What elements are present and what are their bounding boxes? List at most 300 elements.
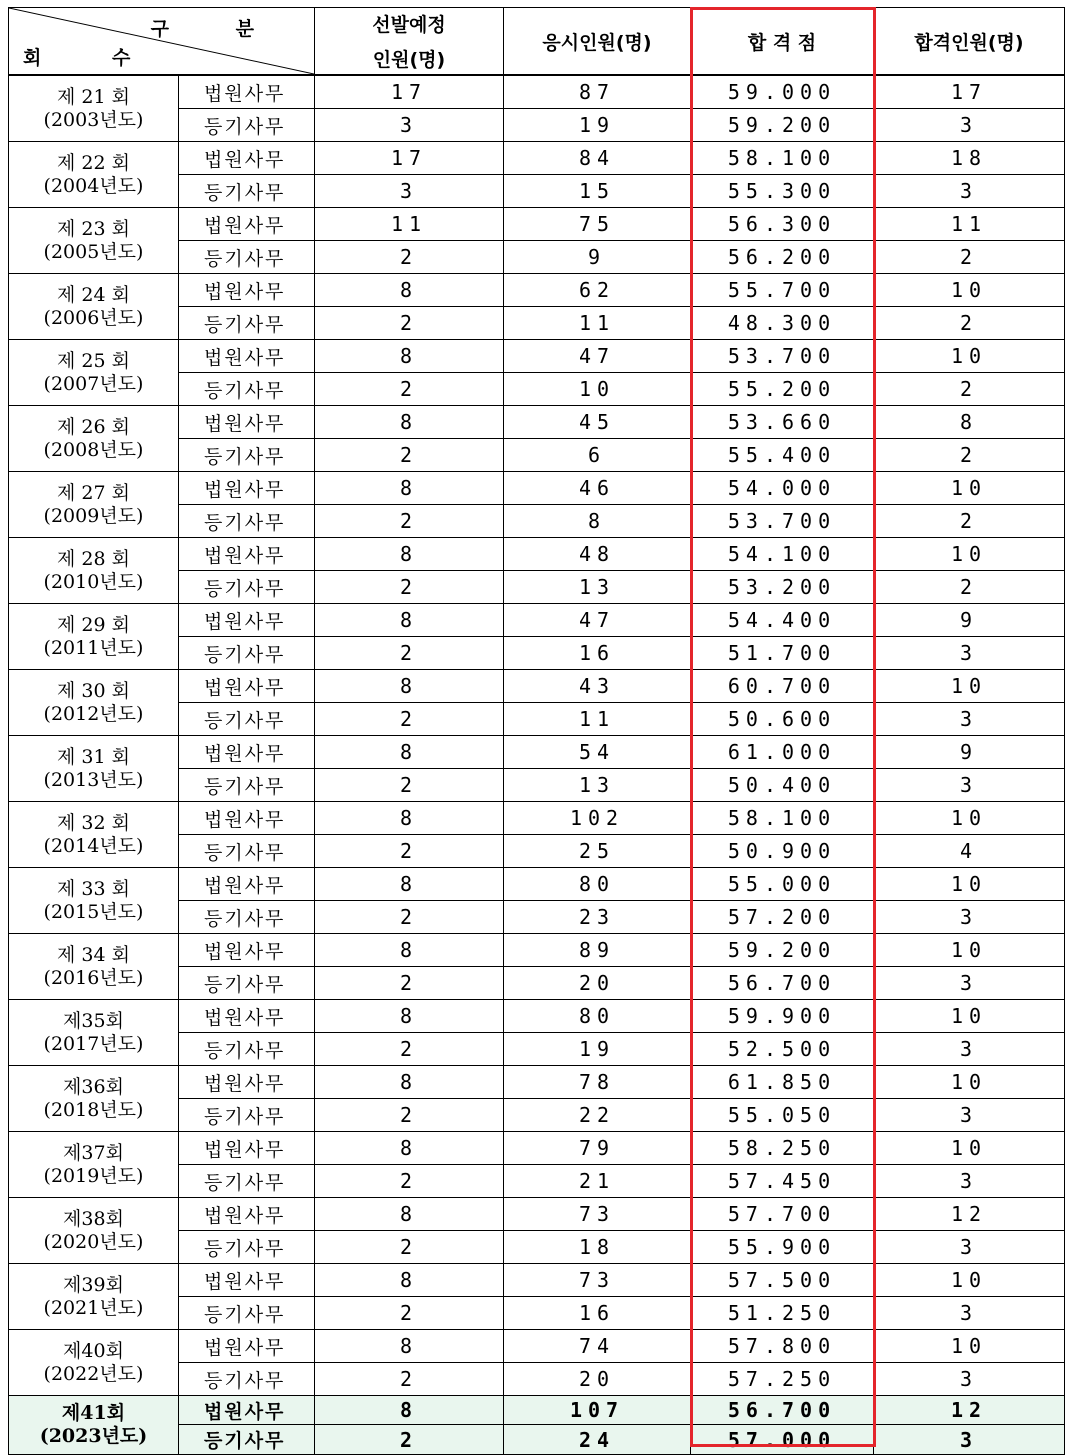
planned-cell: 8 — [315, 1198, 504, 1231]
applicants-cell: 23 — [504, 901, 691, 934]
round-label: 제 23 회 — [57, 217, 130, 240]
cutoff-cell: 55.000 — [691, 868, 874, 901]
round-year: (2016년도) — [43, 966, 144, 989]
table-row — [9, 604, 1065, 637]
passed-cell: 10 — [874, 802, 1065, 835]
round-year: (2017년도) — [43, 1032, 144, 1055]
round-cell — [9, 274, 179, 340]
cutoff-cell: 58.100 — [691, 142, 874, 175]
cutoff-cell: 55.700 — [691, 274, 874, 307]
header-planned-line1: 선발예정 — [372, 14, 446, 36]
cutoff-cell: 57.700 — [691, 1198, 874, 1231]
category-cell: 법원사무 — [179, 736, 315, 769]
applicants-cell: 73 — [504, 1264, 691, 1297]
round-year: (2012년도) — [43, 702, 144, 725]
planned-cell: 11 — [315, 208, 504, 241]
passed-cell: 3 — [874, 1231, 1065, 1264]
table-row — [9, 340, 1065, 373]
applicants-cell: 62 — [504, 274, 691, 307]
category-cell: 법원사무 — [179, 406, 315, 439]
passed-cell: 2 — [874, 307, 1065, 340]
applicants-cell: 20 — [504, 1363, 691, 1396]
applicants-cell: 107 — [504, 1396, 691, 1425]
round-year: (2005년도) — [43, 240, 144, 263]
applicants-cell: 19 — [504, 1033, 691, 1066]
planned-cell: 2 — [315, 1297, 504, 1330]
exam-results-table-wrapper — [8, 7, 1064, 1455]
round-cell — [9, 670, 179, 736]
applicants-cell: 9 — [504, 241, 691, 274]
category-cell: 등기사무 — [179, 109, 315, 142]
cutoff-cell: 57.200 — [691, 901, 874, 934]
round-cell — [9, 934, 179, 1000]
round-cell — [9, 802, 179, 868]
table-row — [9, 472, 1065, 505]
cutoff-cell: 57.250 — [691, 1363, 874, 1396]
applicants-cell: 11 — [504, 703, 691, 736]
applicants-cell: 43 — [504, 670, 691, 703]
round-label: 제 29 회 — [57, 613, 130, 636]
round-cell — [9, 1066, 179, 1132]
header-round-label: 회 수 — [23, 47, 163, 69]
cutoff-cell: 54.000 — [691, 472, 874, 505]
category-cell: 법원사무 — [179, 1132, 315, 1165]
round-year: (2011년도) — [43, 636, 144, 659]
cutoff-cell: 59.000 — [691, 75, 874, 109]
planned-cell: 2 — [315, 835, 504, 868]
planned-cell: 8 — [315, 670, 504, 703]
planned-cell: 2 — [315, 1231, 504, 1264]
planned-cell: 2 — [315, 439, 504, 472]
cutoff-cell: 54.100 — [691, 538, 874, 571]
round-cell — [9, 1264, 179, 1330]
applicants-cell: 102 — [504, 802, 691, 835]
applicants-cell: 54 — [504, 736, 691, 769]
passed-cell: 3 — [874, 1165, 1065, 1198]
passed-cell: 2 — [874, 439, 1065, 472]
round-label: 제 32 회 — [57, 811, 130, 834]
header-applicants: 응시인원(명) — [504, 8, 691, 76]
diagonal-header-cell — [9, 8, 315, 76]
category-cell: 법원사무 — [179, 472, 315, 505]
table-body — [9, 75, 1065, 1455]
applicants-cell: 16 — [504, 1297, 691, 1330]
applicants-cell: 47 — [504, 604, 691, 637]
planned-cell: 2 — [315, 505, 504, 538]
applicants-cell: 46 — [504, 472, 691, 505]
round-year: (2007년도) — [43, 372, 144, 395]
applicants-cell: 20 — [504, 967, 691, 1000]
cutoff-cell: 60.700 — [691, 670, 874, 703]
applicants-cell: 8 — [504, 505, 691, 538]
applicants-cell: 80 — [504, 1000, 691, 1033]
passed-cell: 3 — [874, 1297, 1065, 1330]
round-cell — [9, 1132, 179, 1198]
round-label: 제38회 — [63, 1207, 124, 1230]
applicants-cell: 80 — [504, 868, 691, 901]
table-row — [9, 802, 1065, 835]
cutoff-cell: 55.400 — [691, 439, 874, 472]
planned-cell: 2 — [315, 571, 504, 604]
passed-cell: 10 — [874, 472, 1065, 505]
cutoff-cell: 52.500 — [691, 1033, 874, 1066]
round-cell — [9, 75, 179, 142]
applicants-cell: 13 — [504, 769, 691, 802]
planned-cell: 2 — [315, 967, 504, 1000]
passed-cell: 8 — [874, 406, 1065, 439]
applicants-cell: 25 — [504, 835, 691, 868]
cutoff-cell: 59.200 — [691, 109, 874, 142]
cutoff-cell: 59.900 — [691, 1000, 874, 1033]
applicants-cell: 73 — [504, 1198, 691, 1231]
cutoff-cell: 51.250 — [691, 1297, 874, 1330]
round-year: (2020년도) — [43, 1230, 144, 1253]
passed-cell: 3 — [874, 769, 1065, 802]
passed-cell: 10 — [874, 670, 1065, 703]
planned-cell: 2 — [315, 307, 504, 340]
passed-cell: 3 — [874, 901, 1065, 934]
passed-cell: 10 — [874, 1330, 1065, 1363]
round-year: (2014년도) — [43, 834, 144, 857]
applicants-cell: 48 — [504, 538, 691, 571]
passed-cell: 9 — [874, 604, 1065, 637]
table-row — [9, 670, 1065, 703]
cutoff-cell: 59.200 — [691, 934, 874, 967]
table-row — [9, 1066, 1065, 1099]
cutoff-cell: 57.000 — [691, 1425, 874, 1455]
passed-cell: 10 — [874, 1066, 1065, 1099]
round-year: (2013년도) — [43, 768, 144, 791]
passed-cell: 2 — [874, 571, 1065, 604]
round-label: 제 27 회 — [57, 481, 130, 504]
cutoff-cell: 57.450 — [691, 1165, 874, 1198]
applicants-cell: 6 — [504, 439, 691, 472]
applicants-cell: 11 — [504, 307, 691, 340]
cutoff-cell: 51.700 — [691, 637, 874, 670]
category-cell: 등기사무 — [179, 769, 315, 802]
passed-cell: 3 — [874, 637, 1065, 670]
cutoff-cell: 61.850 — [691, 1066, 874, 1099]
category-cell: 등기사무 — [179, 505, 315, 538]
table-row — [9, 75, 1065, 109]
category-cell: 등기사무 — [179, 835, 315, 868]
passed-cell: 17 — [874, 75, 1065, 109]
category-cell: 법원사무 — [179, 538, 315, 571]
category-cell: 등기사무 — [179, 703, 315, 736]
cutoff-cell: 50.600 — [691, 703, 874, 736]
table-row — [9, 868, 1065, 901]
cutoff-cell: 58.250 — [691, 1132, 874, 1165]
round-cell — [9, 538, 179, 604]
passed-cell: 10 — [874, 538, 1065, 571]
table-row — [9, 406, 1065, 439]
passed-cell: 12 — [874, 1198, 1065, 1231]
header-category-label: 구 분 — [150, 18, 284, 40]
applicants-cell: 79 — [504, 1132, 691, 1165]
cutoff-cell: 50.400 — [691, 769, 874, 802]
round-label: 제 21 회 — [57, 85, 130, 108]
round-year: (2023년도) — [39, 1425, 148, 1447]
header-row — [9, 8, 1065, 76]
planned-cell: 2 — [315, 1099, 504, 1132]
cutoff-cell: 55.300 — [691, 175, 874, 208]
applicants-cell: 75 — [504, 208, 691, 241]
table-row — [9, 142, 1065, 175]
category-cell: 등기사무 — [179, 1425, 315, 1455]
applicants-cell: 18 — [504, 1231, 691, 1264]
round-year: (2015년도) — [43, 900, 144, 923]
round-year: (2018년도) — [43, 1098, 144, 1121]
planned-cell: 2 — [315, 241, 504, 274]
category-cell: 등기사무 — [179, 1165, 315, 1198]
category-cell: 등기사무 — [179, 967, 315, 1000]
category-cell: 등기사무 — [179, 637, 315, 670]
table-row — [9, 934, 1065, 967]
category-cell: 등기사무 — [179, 175, 315, 208]
applicants-cell: 21 — [504, 1165, 691, 1198]
passed-cell: 3 — [874, 109, 1065, 142]
round-year: (2004년도) — [43, 174, 144, 197]
planned-cell: 2 — [315, 1033, 504, 1066]
planned-cell: 8 — [315, 406, 504, 439]
round-year: (2019년도) — [43, 1164, 144, 1187]
planned-cell: 2 — [315, 703, 504, 736]
cutoff-cell: 56.700 — [691, 1396, 874, 1425]
round-label: 제 30 회 — [57, 679, 130, 702]
passed-cell: 4 — [874, 835, 1065, 868]
category-cell: 등기사무 — [179, 1033, 315, 1066]
category-cell: 법원사무 — [179, 1198, 315, 1231]
category-cell: 등기사무 — [179, 1363, 315, 1396]
planned-cell: 8 — [315, 604, 504, 637]
cutoff-cell: 56.300 — [691, 208, 874, 241]
round-label: 제35회 — [63, 1009, 124, 1032]
planned-cell: 2 — [315, 373, 504, 406]
passed-cell: 10 — [874, 1264, 1065, 1297]
round-label: 제39회 — [63, 1273, 124, 1296]
cutoff-cell: 55.200 — [691, 373, 874, 406]
passed-cell: 3 — [874, 1363, 1065, 1396]
round-year: (2022년도) — [43, 1362, 144, 1385]
round-cell — [9, 1330, 179, 1396]
cutoff-cell: 53.700 — [691, 340, 874, 373]
passed-cell: 10 — [874, 868, 1065, 901]
planned-cell: 8 — [315, 736, 504, 769]
round-year: (2003년도) — [43, 108, 144, 131]
planned-cell: 8 — [315, 802, 504, 835]
cutoff-cell: 53.660 — [691, 406, 874, 439]
passed-cell: 9 — [874, 736, 1065, 769]
cutoff-cell: 61.000 — [691, 736, 874, 769]
category-cell: 등기사무 — [179, 571, 315, 604]
round-cell — [9, 142, 179, 208]
category-cell: 법원사무 — [179, 1396, 315, 1425]
cutoff-cell: 50.900 — [691, 835, 874, 868]
planned-cell: 2 — [315, 637, 504, 670]
planned-cell: 17 — [315, 75, 504, 109]
category-cell: 법원사무 — [179, 75, 315, 109]
planned-cell: 3 — [315, 175, 504, 208]
category-cell: 등기사무 — [179, 241, 315, 274]
round-cell — [9, 868, 179, 934]
planned-cell: 8 — [315, 868, 504, 901]
passed-cell: 10 — [874, 1000, 1065, 1033]
category-cell: 법원사무 — [179, 1000, 315, 1033]
planned-cell: 8 — [315, 538, 504, 571]
round-year: (2008년도) — [43, 438, 144, 461]
round-year: (2021년도) — [43, 1296, 144, 1319]
passed-cell: 3 — [874, 175, 1065, 208]
planned-cell: 8 — [315, 274, 504, 307]
planned-cell: 8 — [315, 1132, 504, 1165]
round-year: (2009년도) — [43, 504, 144, 527]
applicants-cell: 84 — [504, 142, 691, 175]
round-label: 제 33 회 — [57, 877, 130, 900]
exam-results-table — [8, 7, 1065, 1455]
table-row — [9, 1132, 1065, 1165]
round-label: 제41회 — [61, 1402, 126, 1424]
category-cell: 등기사무 — [179, 1231, 315, 1264]
passed-cell: 3 — [874, 1425, 1065, 1455]
category-cell: 법원사무 — [179, 670, 315, 703]
table-row — [9, 1000, 1065, 1033]
category-cell: 법원사무 — [179, 1264, 315, 1297]
passed-cell: 2 — [874, 505, 1065, 538]
passed-cell: 11 — [874, 208, 1065, 241]
category-cell: 법원사무 — [179, 340, 315, 373]
category-cell: 법원사무 — [179, 208, 315, 241]
passed-cell: 2 — [874, 373, 1065, 406]
round-cell — [9, 1000, 179, 1066]
round-label: 제 24 회 — [57, 283, 130, 306]
category-cell: 법원사무 — [179, 1066, 315, 1099]
category-cell: 등기사무 — [179, 373, 315, 406]
round-label: 제36회 — [63, 1075, 124, 1098]
header-planned-line2: 인원(명) — [372, 49, 446, 71]
applicants-cell: 10 — [504, 373, 691, 406]
table-row — [9, 538, 1065, 571]
category-cell: 등기사무 — [179, 1297, 315, 1330]
passed-cell: 3 — [874, 703, 1065, 736]
planned-cell: 8 — [315, 934, 504, 967]
cutoff-cell: 56.700 — [691, 967, 874, 1000]
round-label: 제 31 회 — [57, 745, 130, 768]
round-year: (2006년도) — [43, 306, 144, 329]
applicants-cell: 16 — [504, 637, 691, 670]
round-label: 제 34 회 — [57, 943, 130, 966]
planned-cell: 2 — [315, 1363, 504, 1396]
planned-cell: 17 — [315, 142, 504, 175]
cutoff-cell: 58.100 — [691, 802, 874, 835]
applicants-cell: 78 — [504, 1066, 691, 1099]
table-row — [9, 736, 1065, 769]
planned-cell: 8 — [315, 472, 504, 505]
cutoff-cell: 55.050 — [691, 1099, 874, 1132]
table-header — [9, 8, 1065, 76]
planned-cell: 2 — [315, 1425, 504, 1455]
round-cell — [9, 340, 179, 406]
passed-cell: 10 — [874, 1132, 1065, 1165]
cutoff-cell: 48.300 — [691, 307, 874, 340]
round-cell — [9, 736, 179, 802]
table-row — [9, 274, 1065, 307]
round-cell — [9, 1198, 179, 1264]
cutoff-cell: 55.900 — [691, 1231, 874, 1264]
passed-cell: 10 — [874, 934, 1065, 967]
planned-cell: 8 — [315, 340, 504, 373]
applicants-cell: 87 — [504, 75, 691, 109]
applicants-cell: 24 — [504, 1425, 691, 1455]
planned-cell: 2 — [315, 1165, 504, 1198]
planned-cell: 8 — [315, 1000, 504, 1033]
applicants-cell: 13 — [504, 571, 691, 604]
category-cell: 법원사무 — [179, 1330, 315, 1363]
applicants-cell: 45 — [504, 406, 691, 439]
category-cell: 법원사무 — [179, 274, 315, 307]
category-cell: 법원사무 — [179, 604, 315, 637]
cutoff-cell: 54.400 — [691, 604, 874, 637]
round-label: 제40회 — [63, 1339, 124, 1362]
round-label: 제 26 회 — [57, 415, 130, 438]
passed-cell: 3 — [874, 1099, 1065, 1132]
category-cell: 법원사무 — [179, 934, 315, 967]
round-label: 제 28 회 — [57, 547, 130, 570]
applicants-cell: 89 — [504, 934, 691, 967]
category-cell: 법원사무 — [179, 142, 315, 175]
table-row — [9, 208, 1065, 241]
passed-cell: 3 — [874, 1033, 1065, 1066]
passed-cell: 10 — [874, 274, 1065, 307]
passed-cell: 12 — [874, 1396, 1065, 1425]
cutoff-cell: 56.200 — [691, 241, 874, 274]
header-passed: 합격인원(명) — [874, 8, 1065, 76]
round-year: (2010년도) — [43, 570, 144, 593]
applicants-cell: 47 — [504, 340, 691, 373]
category-cell: 법원사무 — [179, 868, 315, 901]
category-cell: 등기사무 — [179, 901, 315, 934]
category-cell: 법원사무 — [179, 802, 315, 835]
passed-cell: 18 — [874, 142, 1065, 175]
cutoff-cell: 57.800 — [691, 1330, 874, 1363]
round-label: 제37회 — [63, 1141, 124, 1164]
planned-cell: 2 — [315, 901, 504, 934]
cutoff-cell: 53.700 — [691, 505, 874, 538]
planned-cell: 8 — [315, 1264, 504, 1297]
passed-cell: 10 — [874, 340, 1065, 373]
round-cell — [9, 406, 179, 472]
cutoff-cell: 53.200 — [691, 571, 874, 604]
category-cell: 등기사무 — [179, 307, 315, 340]
applicants-cell: 74 — [504, 1330, 691, 1363]
category-cell: 등기사무 — [179, 439, 315, 472]
round-label: 제 22 회 — [57, 151, 130, 174]
round-cell — [9, 1396, 179, 1455]
planned-cell: 2 — [315, 769, 504, 802]
table-row — [9, 1198, 1065, 1231]
round-cell — [9, 472, 179, 538]
cutoff-cell: 57.500 — [691, 1264, 874, 1297]
applicants-cell: 22 — [504, 1099, 691, 1132]
table-row — [9, 1264, 1065, 1297]
passed-cell: 3 — [874, 967, 1065, 1000]
round-cell — [9, 208, 179, 274]
passed-cell: 2 — [874, 241, 1065, 274]
round-label: 제 25 회 — [57, 349, 130, 372]
table-row — [9, 1330, 1065, 1363]
header-cutoff: 합 격 점 — [691, 8, 874, 76]
planned-cell: 8 — [315, 1066, 504, 1099]
round-cell — [9, 604, 179, 670]
